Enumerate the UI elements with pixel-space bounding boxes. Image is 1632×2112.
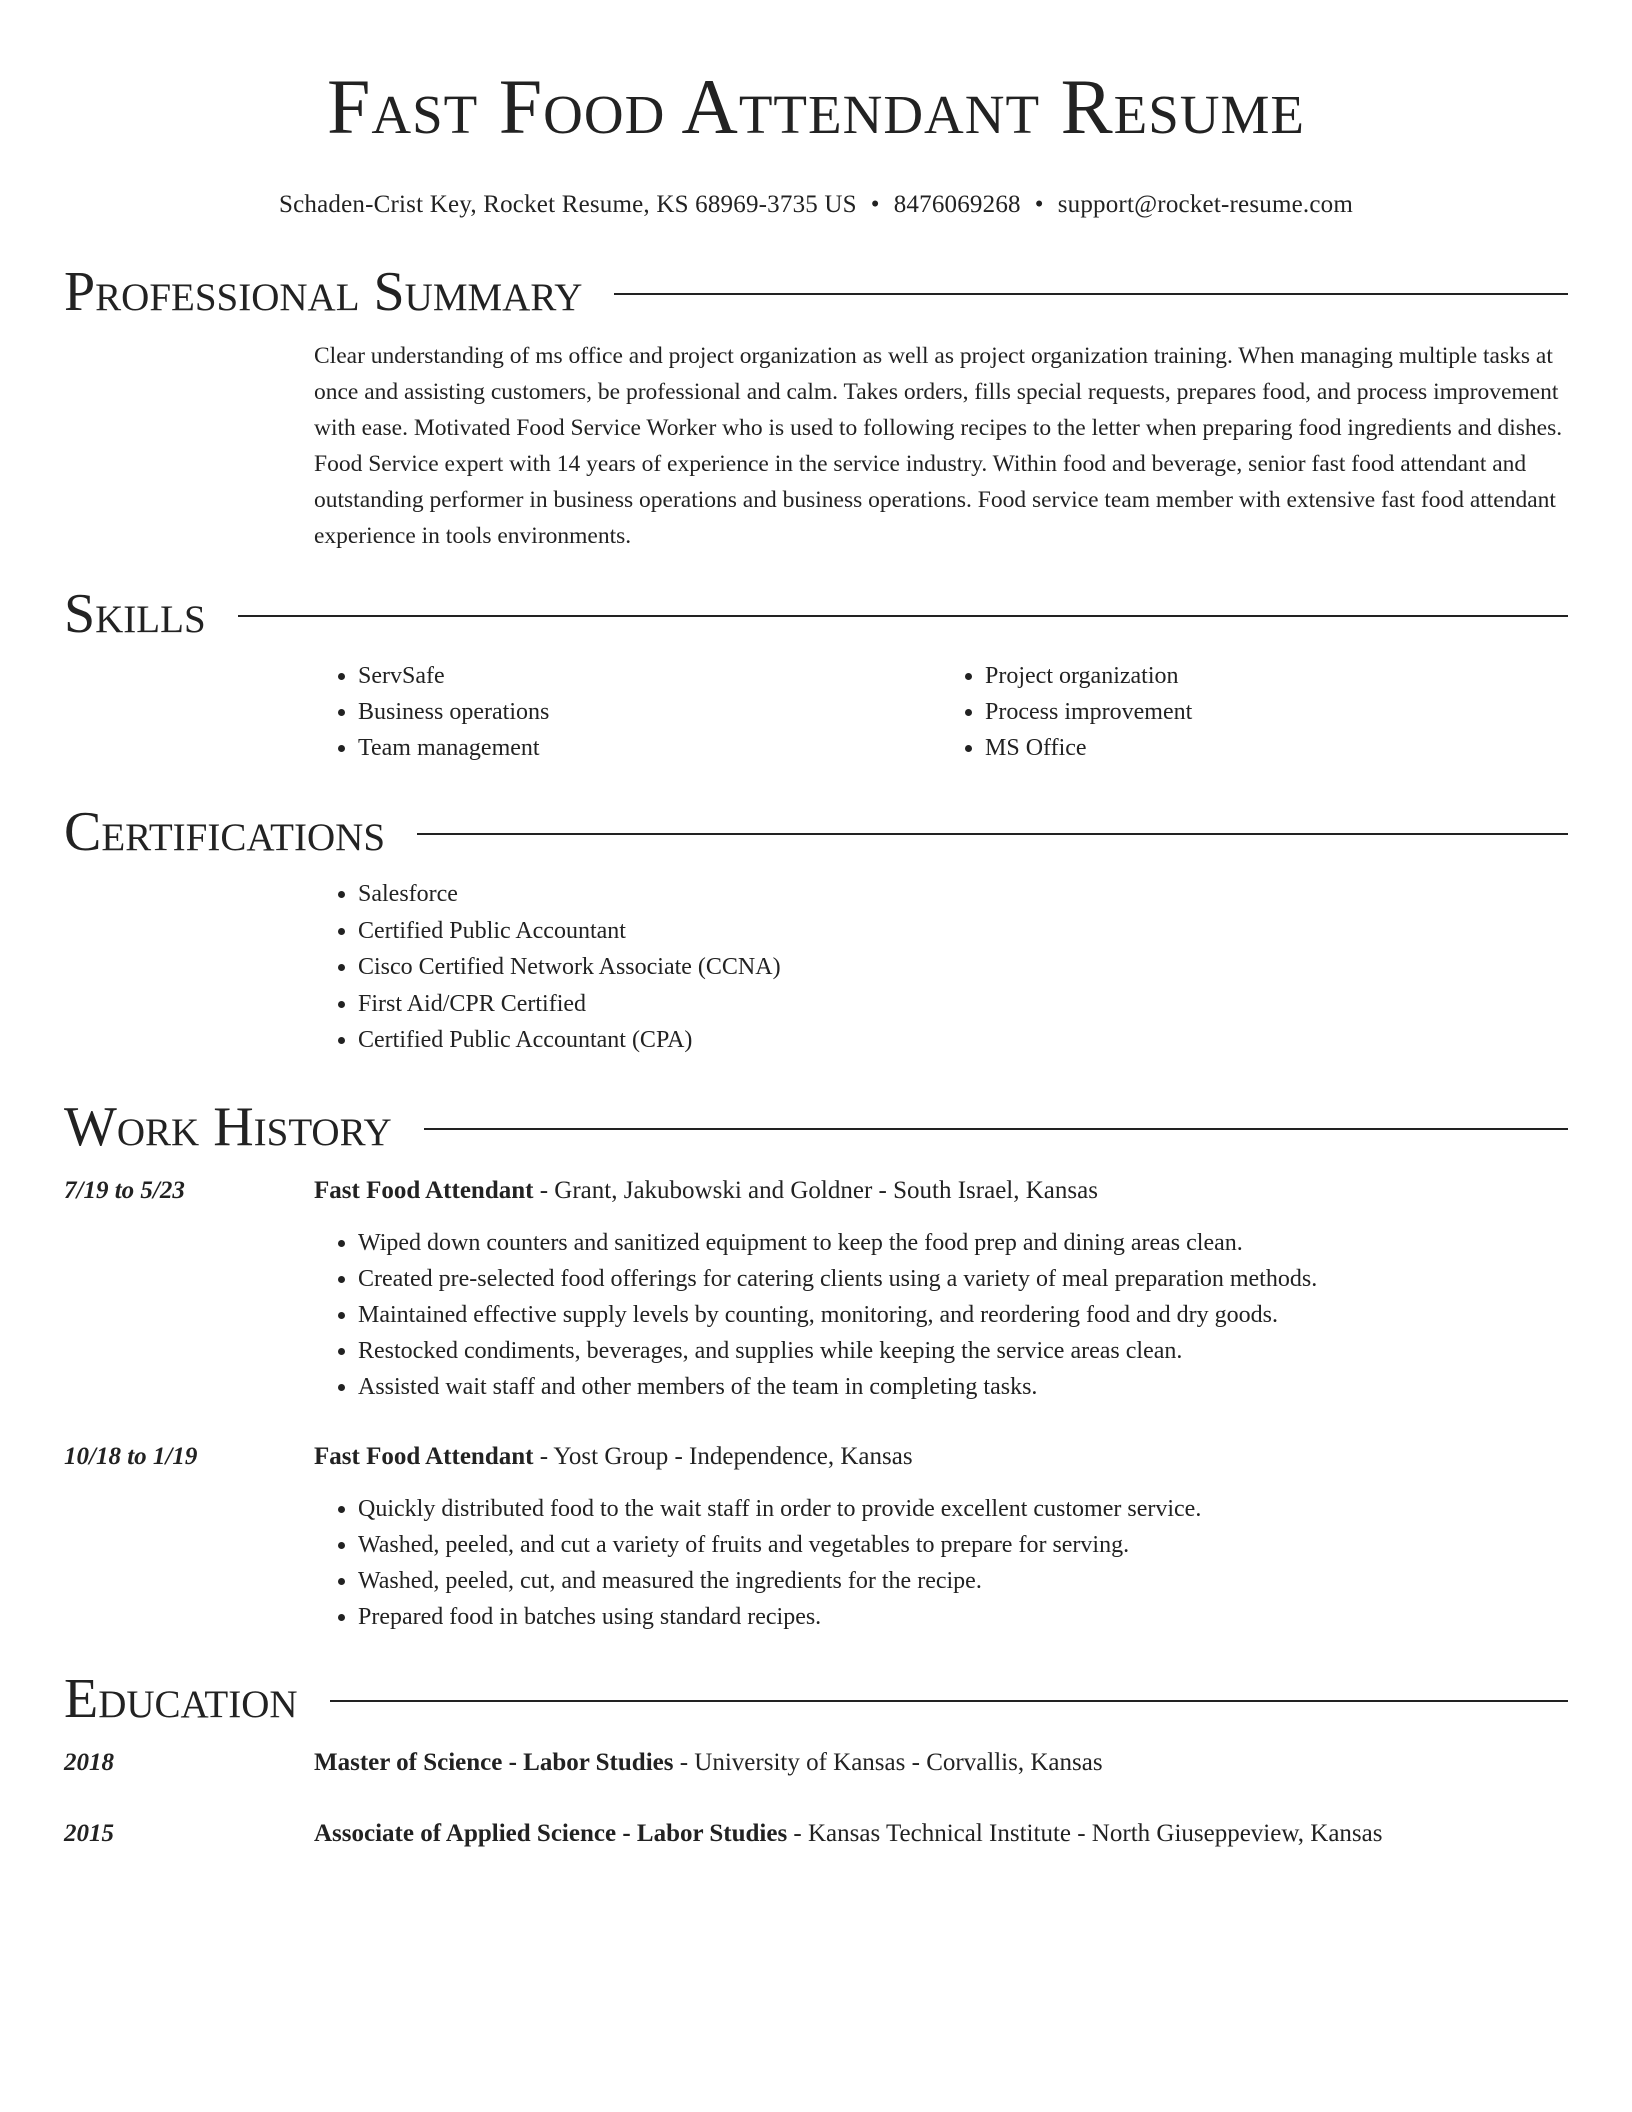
education-section-head xyxy=(64,1663,1568,1735)
education-year: 2018 xyxy=(64,1748,114,1776)
job-heading xyxy=(314,1173,1568,1209)
job-entry xyxy=(64,1173,1568,1405)
contact-separator: • xyxy=(1034,191,1044,218)
job-title: Fast Food Attendant xyxy=(314,1176,534,1204)
job-dates: 10/18 to 1/19 xyxy=(64,1442,198,1470)
skill-item: • Business operations xyxy=(358,694,941,730)
work-section-head xyxy=(64,1091,1568,1163)
certifications-list-wrap xyxy=(314,876,1568,1059)
certification-item: • Certified Public Accountant (CPA) xyxy=(358,1022,1568,1059)
job-bullets xyxy=(314,1491,1568,1635)
page-title: Fast Food Attendant Resume xyxy=(326,63,1306,150)
job-bullet: • Assisted wait staff and other members of the team in completing tasks. xyxy=(358,1369,1568,1405)
section-divider xyxy=(238,615,1568,617)
job-bullet: • Washed, peeled, and cut a variety of fruits and vegetables to prepare for serving. xyxy=(358,1527,1568,1563)
education-details: - University of Kansas - Corvallis, Kansas xyxy=(673,1748,1103,1776)
education-entry xyxy=(64,1816,1568,1852)
section-divider xyxy=(614,293,1568,295)
skill-item: • Project organization xyxy=(985,658,1568,694)
summary-section-head xyxy=(64,256,1568,328)
job-main xyxy=(314,1173,1568,1405)
education-details: - Kansas Technical Institute - North Giuseppeview, Kansas xyxy=(787,1819,1383,1847)
job-bullet: • Washed, peeled, cut, and measured the ingredients for the recipe. xyxy=(358,1563,1568,1599)
contact-phone: 8476069268 xyxy=(893,191,1021,218)
education-heading-line xyxy=(314,1816,1568,1852)
section-divider xyxy=(330,1700,1568,1702)
contact-line xyxy=(64,190,1568,220)
job-bullet: • Prepared food in batches using standard recipes. xyxy=(358,1599,1568,1635)
section-divider xyxy=(424,1128,1568,1130)
job-bullet: • Quickly distributed food to the wait staff in order to provide excellent customer service. xyxy=(358,1491,1568,1527)
contact-address: Schaden-Crist Key, Rocket Resume, KS 68969-3735 US xyxy=(279,191,857,218)
job-bullet: • Maintained effective supply levels by counting, monitoring, and reordering food and dry goods. xyxy=(358,1297,1568,1333)
job-heading xyxy=(314,1439,1568,1475)
education-section xyxy=(64,1663,1568,1852)
job-dates: 7/19 to 5/23 xyxy=(64,1176,185,1204)
job-bullet: • Created pre-selected food offerings for catering clients using a variety of meal preparation methods. xyxy=(358,1261,1568,1297)
certifications-heading: Certifications xyxy=(64,801,386,863)
job-main xyxy=(314,1439,1568,1635)
education-entry xyxy=(64,1745,1568,1781)
section-divider xyxy=(417,833,1568,835)
certification-item: • First Aid/CPR Certified xyxy=(358,986,1568,1023)
contact-email: support@rocket-resume.com xyxy=(1057,191,1353,218)
education-year: 2015 xyxy=(64,1819,114,1847)
summary-section xyxy=(64,256,1568,554)
skills-grid xyxy=(314,658,1568,766)
job-entry xyxy=(64,1439,1568,1635)
education-heading: Education xyxy=(64,1667,298,1730)
skills-list-right xyxy=(941,658,1568,766)
certifications-section xyxy=(64,796,1568,1059)
skill-item: • Process improvement xyxy=(985,694,1568,730)
skills-section xyxy=(64,578,1568,766)
certifications-section-head xyxy=(64,796,1568,868)
skills-heading: Skills xyxy=(64,583,206,645)
job-bullets xyxy=(314,1225,1568,1405)
certification-item: • Cisco Certified Network Associate (CCNA) xyxy=(358,949,1568,986)
job-title: Fast Food Attendant xyxy=(314,1442,534,1470)
work-heading: Work History xyxy=(64,1095,392,1158)
education-heading-line xyxy=(314,1745,1568,1781)
summary-heading: Professional Summary xyxy=(64,261,583,323)
skill-item: • MS Office xyxy=(985,730,1568,766)
certifications-list xyxy=(314,876,1568,1059)
certification-item: • Certified Public Accountant xyxy=(358,913,1568,950)
job-details: - Grant, Jakubowski and Goldner - South Israel, Kansas xyxy=(533,1176,1098,1204)
skill-item: • Team management xyxy=(358,730,941,766)
education-degree: Associate of Applied Science - Labor Studies xyxy=(314,1819,788,1847)
education-degree: Master of Science - Labor Studies xyxy=(314,1748,674,1776)
job-details: - Yost Group - Independence, Kansas xyxy=(533,1442,913,1470)
certification-item: • Salesforce xyxy=(358,876,1568,913)
skills-list-left xyxy=(314,658,941,766)
contact-separator: • xyxy=(870,191,880,218)
resume-header xyxy=(64,0,1568,220)
skills-section-head xyxy=(64,578,1568,650)
skill-item: • ServSafe xyxy=(358,658,941,694)
summary-text: Clear understanding of ms office and project organization as well as project organization training. When managing multiple tasks at once and assisting customers, be professional and calm. Takes orders, fills special requests, prepares food, and process improvement with ease. Motivated Food Service Worker who is used to following recipes to the letter when preparing food ingredients and dishes. Food Service expert with 14 years of experience in the service industry. Within food and beverage, senior fast food attendant and outstanding performer in business operations and business operations. Food service team member with extensive fast food attendant experience in tools environments. xyxy=(314,343,1563,549)
work-section xyxy=(64,1091,1568,1635)
job-bullet: • Restocked condiments, beverages, and supplies while keeping the service areas clean. xyxy=(358,1333,1568,1369)
job-bullet: • Wiped down counters and sanitized equipment to keep the food prep and dining areas clean. xyxy=(358,1225,1568,1261)
